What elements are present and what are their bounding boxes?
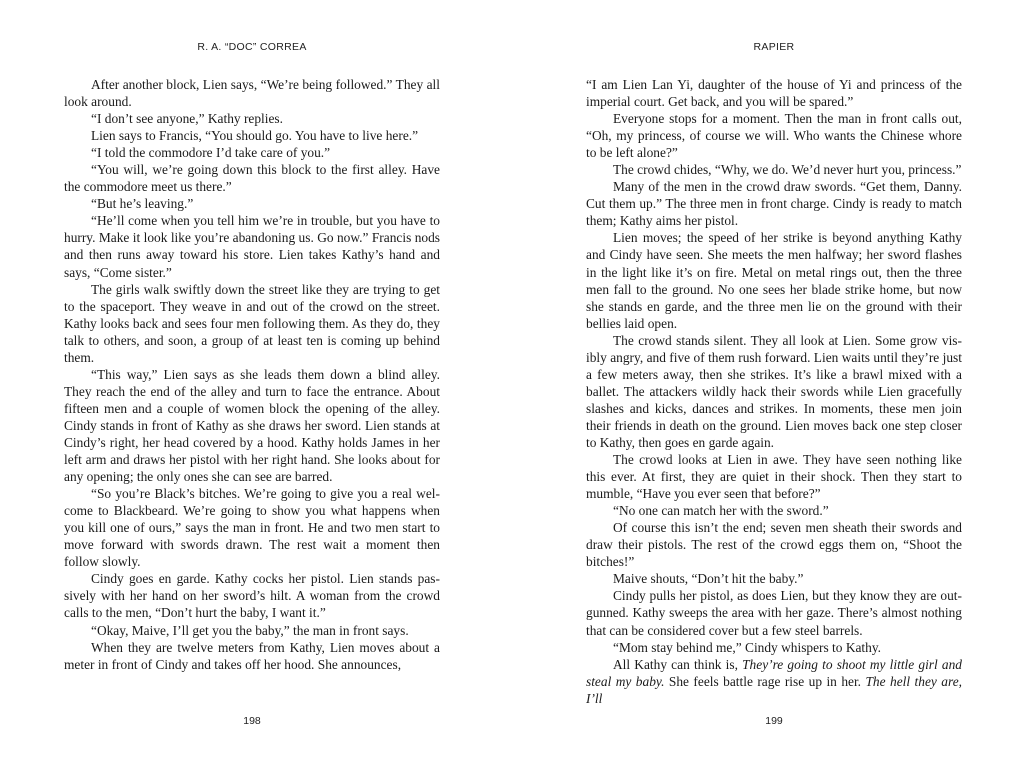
paragraph-text: All Kathy can think is, <box>613 656 743 672</box>
page-number-left: 198 <box>243 715 261 727</box>
paragraph-last <box>586 656 962 707</box>
paragraph: Cindy goes en garde. Kathy cocks her pistol. Lien stands passively with her hand on her sword’s hilt. A woman from the crowd calls to the men, “Don’t hurt the baby, I want it.” <box>64 571 440 621</box>
paragraph: The crowd looks at Lien in awe. They have seen nothing like this ever. At first, they are quiet in their shock. Then they start to mumble, “Have you ever seen that before?” <box>586 452 962 502</box>
paragraph: “But he’s leaving.” <box>91 196 194 212</box>
paragraph: The crowd chides, “Why, we do. We’d never hurt you, princess.” <box>613 162 962 178</box>
paragraph: “Mom stay behind me,” Cindy whispers to Kathy. <box>613 639 882 655</box>
right-page <box>586 0 962 768</box>
paragraph-text: She feels battle rage rise up in her. <box>664 673 866 689</box>
paragraph: “This way,” Lien says as she leads them down a blind alley. They reach the end of the alley and turn to face the entrance. About fifteen men and a couple of women block the opening of the alley. Cindy stands in front of Kathy as she draws her sword. Lien stands at Cindy’s right, her head covered by a hood. Kathy holds James in her left arm and draws her pistol with her right hand. She looks about for any opening; the only ones she can see are barred. <box>64 366 440 485</box>
left-page <box>64 0 440 768</box>
page-number-right: 199 <box>765 715 783 727</box>
italic-thought: They’re going to shoot my little girl and steal my baby. <box>586 656 963 689</box>
right-page-body <box>586 76 962 707</box>
paragraph: The crowd stands silent. They all look at Lien. Some grow visibly angry, and five of them rush forward. Lien waits until they’re just a few meters away, then she strikes. It’s like a brawl mixed with a ballet. The attackers wildly hack their swords while Lien gracefully slashes and kicks, dances and strikes. In moments, these men join their friends in death on the ground. Lien moves back one step closer to Kathy, then goes en garde again. <box>586 332 962 450</box>
paragraph: When they are twelve meters from Kathy, Lien moves about a meter in front of Cindy and takes off her hood. She announces, <box>64 639 440 672</box>
paragraph: “So you’re Black’s bitches. We’re going to give you a real welcome to Blackbeard. We’re going to show you what happens when you kill one of ours,” says the man in front. He and two men start to move forward with swords drawn. The rest wait a moment then follow slowly. <box>64 486 440 570</box>
running-head-title: RAPIER <box>753 41 795 53</box>
paragraph: After another block, Lien says, “We’re being followed.” They all look around. <box>64 77 440 110</box>
paragraph: “I don’t see anyone,” Kathy replies. <box>91 111 283 127</box>
paragraph: Of course this isn’t the end; seven men sheath their swords and draw their pistols. The rest of the crowd eggs them on, “Shoot the bitches!” <box>586 520 962 570</box>
paragraph: “You will, we’re going down this block to the first alley. Have the commodore meet us there.” <box>64 162 440 195</box>
paragraph: “I told the commodore I’d take care of you.” <box>91 145 331 161</box>
paragraph: Many of the men in the crowd draw swords. “Get them, Danny. Cut them up.” The three men in front charge. Cindy is ready to match them; Kathy aims her pistol. <box>586 179 962 229</box>
paragraph: Everyone stops for a moment. Then the man in front calls out, “Oh, my princess, of course we will. Who wants the Chinese whore to be left alone?” <box>586 111 962 161</box>
paragraph: “No one can match her with the sword.” <box>613 503 829 519</box>
left-page-body <box>64 76 440 673</box>
paragraph: Lien moves; the speed of her strike is beyond anything Kathy and Cindy have seen. She meets the men halfway; her sword flashes in the light like it’s on fire. Metal on metal rings out, then the three men fall to the ground. No one sees her blade strike home, but now she stands en garde, and the three men lie on the ground with their bellies laid open. <box>586 230 962 331</box>
paragraph: The girls walk swiftly down the street like they are trying to get to the spaceport. They weave in and out of the crowd on the street. Kathy looks back and sees four men following them. As they do, they talk to others, and soon, a group of at least ten is coming up behind them. <box>64 281 440 365</box>
paragraph: Cindy pulls her pistol, as does Lien, but they know they are outgunned. Kathy sweeps the area with her gaze. There’s almost nothing that can be considered cover but a few steel barrels. <box>586 588 962 638</box>
paragraph: “Okay, Maive, I’ll get you the baby,” the man in front says. <box>91 622 409 638</box>
paragraph: “He’ll come when you tell him we’re in trouble, but you have to hurry. Make it look like you’re abandoning us. Go now.” Francis nods and then runs away toward his store. Lien takes Kathy’s hand and says, “Come sister.” <box>64 213 440 280</box>
paragraph: Lien says to Francis, “You should go. You have to live here.” <box>91 128 419 144</box>
paragraph: Maive shouts, “Don’t hit the baby.” <box>613 571 804 587</box>
running-head-author: R. A. “DOC” CORREA <box>197 41 307 53</box>
italic-thought: The hell they are, I’ll <box>586 673 962 706</box>
paragraph: “I am Lien Lan Yi, daughter of the house of Yi and princess of the imperial court. Get back, and you will be spared.” <box>586 77 962 110</box>
